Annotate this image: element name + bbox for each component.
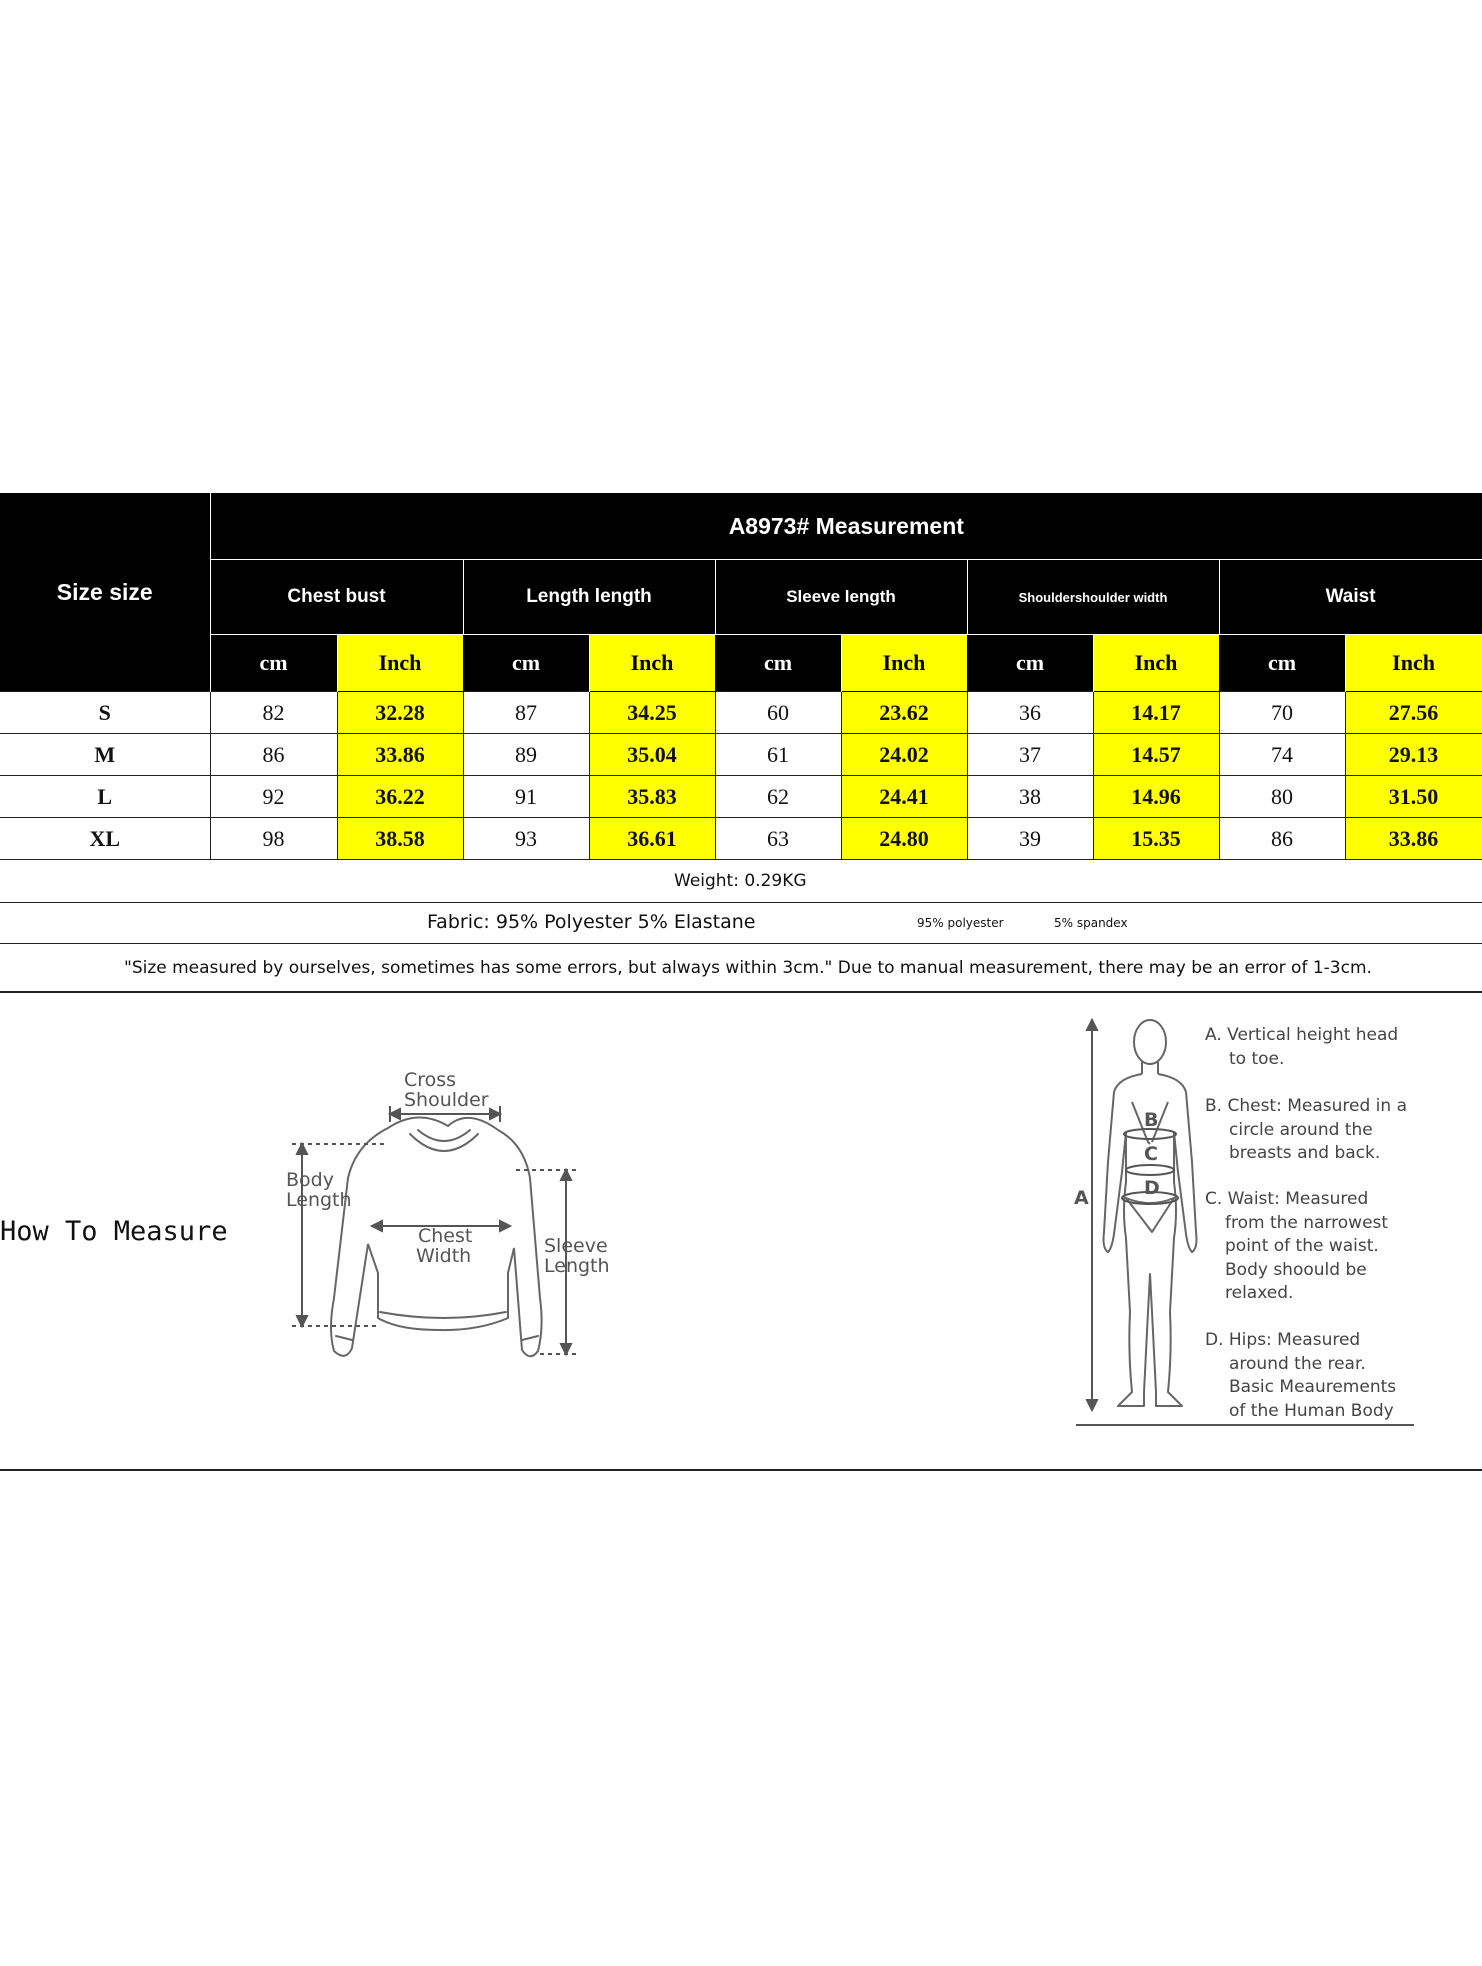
size-label: S — [0, 692, 210, 734]
fabric-text: Fabric: 95% Polyester 5% Elastane — [427, 911, 756, 933]
value-cell: 89 — [463, 734, 589, 776]
value-cell: 27.56 — [1345, 692, 1482, 734]
value-cell: 91 — [463, 776, 589, 818]
note-d-line: around the rear. — [1229, 1353, 1366, 1374]
sweater-diagram — [268, 1068, 628, 1368]
note-c-line: C. Waist: Measured — [1205, 1189, 1369, 1209]
bottom-divider — [0, 1469, 1482, 1471]
size-table — [0, 493, 1482, 860]
value-cell: 38.58 — [337, 818, 463, 860]
group-header-sleeve: Sleeve length — [715, 560, 967, 635]
note-b-line: circle around the — [1229, 1119, 1373, 1140]
value-cell: 86 — [210, 734, 337, 776]
unit-cm: cm — [967, 635, 1093, 692]
value-cell: 61 — [715, 734, 841, 776]
note-d-line: of the Human Body — [1229, 1400, 1394, 1421]
value-cell: 80 — [1219, 776, 1345, 818]
group-header-shoulder: Shouldershoulder width — [967, 560, 1219, 635]
body-length-label: Length — [286, 1189, 352, 1211]
group-header-chest: Chest bust — [210, 560, 463, 635]
weight-text: Weight: 0.29KG — [674, 871, 807, 891]
value-cell: 23.62 — [841, 692, 967, 734]
unit-cm: cm — [463, 635, 589, 692]
note-b-line: B. Chest: Measured in a — [1205, 1096, 1407, 1116]
value-cell: 35.83 — [589, 776, 715, 818]
note-row — [0, 945, 1482, 993]
note-d-line: Basic Meaurements — [1229, 1377, 1397, 1397]
value-cell: 92 — [210, 776, 337, 818]
body-letter-b: B — [1144, 1109, 1159, 1131]
value-cell: 24.41 — [841, 776, 967, 818]
value-cell: 35.04 — [589, 734, 715, 776]
body-letter-d: D — [1144, 1177, 1160, 1199]
body-letter-c: C — [1144, 1143, 1158, 1165]
unit-inch: Inch — [1345, 635, 1482, 692]
size-label: L — [0, 776, 210, 818]
group-header-length: Length length — [463, 560, 715, 635]
weight-row — [0, 862, 1482, 903]
body-diagram-underline — [1076, 1424, 1414, 1426]
fabric-polyester-text: 95% polyester — [917, 916, 1004, 930]
note-b-line: breasts and back. — [1229, 1143, 1381, 1163]
value-cell: 70 — [1219, 692, 1345, 734]
size-label: M — [0, 734, 210, 776]
body-length-label: Body — [286, 1169, 334, 1191]
value-cell: 14.57 — [1093, 734, 1219, 776]
value-cell: 33.86 — [1345, 818, 1482, 860]
value-cell: 29.13 — [1345, 734, 1482, 776]
value-cell: 36 — [967, 692, 1093, 734]
value-cell: 14.17 — [1093, 692, 1219, 734]
value-cell: 98 — [210, 818, 337, 860]
unit-inch: Inch — [337, 635, 463, 692]
table-row — [0, 692, 1482, 734]
value-cell: 33.86 — [337, 734, 463, 776]
value-cell: 87 — [463, 692, 589, 734]
measurement-note: "Size measured by ourselves, sometimes has some errors, but always within 3cm." Due to manual measurement, there may be an error of 1-3cm. — [124, 958, 1372, 978]
value-cell: 62 — [715, 776, 841, 818]
value-cell: 93 — [463, 818, 589, 860]
value-cell: 38 — [967, 776, 1093, 818]
sleeve-length-label: Sleeve — [544, 1235, 608, 1257]
value-cell: 32.28 — [337, 692, 463, 734]
value-cell: 31.50 — [1345, 776, 1482, 818]
table-row — [0, 776, 1482, 818]
note-a — [1205, 1024, 1398, 1071]
value-cell: 39 — [967, 818, 1093, 860]
value-cell: 14.96 — [1093, 776, 1219, 818]
note-a-line: to toe. — [1229, 1048, 1285, 1069]
value-cell: 15.35 — [1093, 818, 1219, 860]
unit-inch: Inch — [589, 635, 715, 692]
unit-cm: cm — [1219, 635, 1345, 692]
unit-inch: Inch — [1093, 635, 1219, 692]
value-cell: 37 — [967, 734, 1093, 776]
note-c — [1205, 1188, 1388, 1306]
value-cell: 63 — [715, 818, 841, 860]
note-c-line: from the narrowest — [1225, 1212, 1389, 1233]
body-letter-a: A — [1074, 1187, 1089, 1209]
cross-shoulder-label: Shoulder — [404, 1089, 489, 1111]
value-cell: 36.22 — [337, 776, 463, 818]
fabric-row — [0, 903, 1482, 944]
group-header-waist: Waist — [1219, 560, 1482, 635]
sleeve-length-label: Length — [544, 1255, 610, 1277]
note-c-line: relaxed. — [1225, 1283, 1294, 1303]
note-c-line: Body shoould be — [1225, 1259, 1367, 1280]
value-cell: 24.02 — [841, 734, 967, 776]
value-cell: 74 — [1219, 734, 1345, 776]
table-row — [0, 818, 1482, 860]
unit-cm: cm — [210, 635, 337, 692]
value-cell: 34.25 — [589, 692, 715, 734]
note-b — [1205, 1095, 1407, 1166]
note-c-line: point of the waist. — [1225, 1236, 1379, 1256]
unit-cm: cm — [715, 635, 841, 692]
table-title: A8973# Measurement — [210, 493, 1482, 560]
size-chart — [0, 493, 1482, 860]
chest-width-label: Chest — [418, 1225, 473, 1247]
table-row — [0, 734, 1482, 776]
how-to-measure-title: How To Measure — [0, 1216, 228, 1247]
value-cell: 60 — [715, 692, 841, 734]
value-cell: 24.80 — [841, 818, 967, 860]
chest-width-label: Width — [416, 1245, 472, 1267]
unit-inch: Inch — [841, 635, 967, 692]
fabric-spandex-text: 5% spandex — [1054, 916, 1128, 930]
value-cell: 82 — [210, 692, 337, 734]
value-cell: 36.61 — [589, 818, 715, 860]
cross-shoulder-label: Cross — [404, 1069, 457, 1091]
value-cell: 86 — [1219, 818, 1345, 860]
note-a-line: A. Vertical height head — [1205, 1025, 1399, 1045]
note-d — [1205, 1329, 1396, 1423]
note-d-line: D. Hips: Measured — [1205, 1330, 1361, 1350]
size-label: XL — [0, 818, 210, 860]
size-header: Size size — [0, 493, 210, 692]
